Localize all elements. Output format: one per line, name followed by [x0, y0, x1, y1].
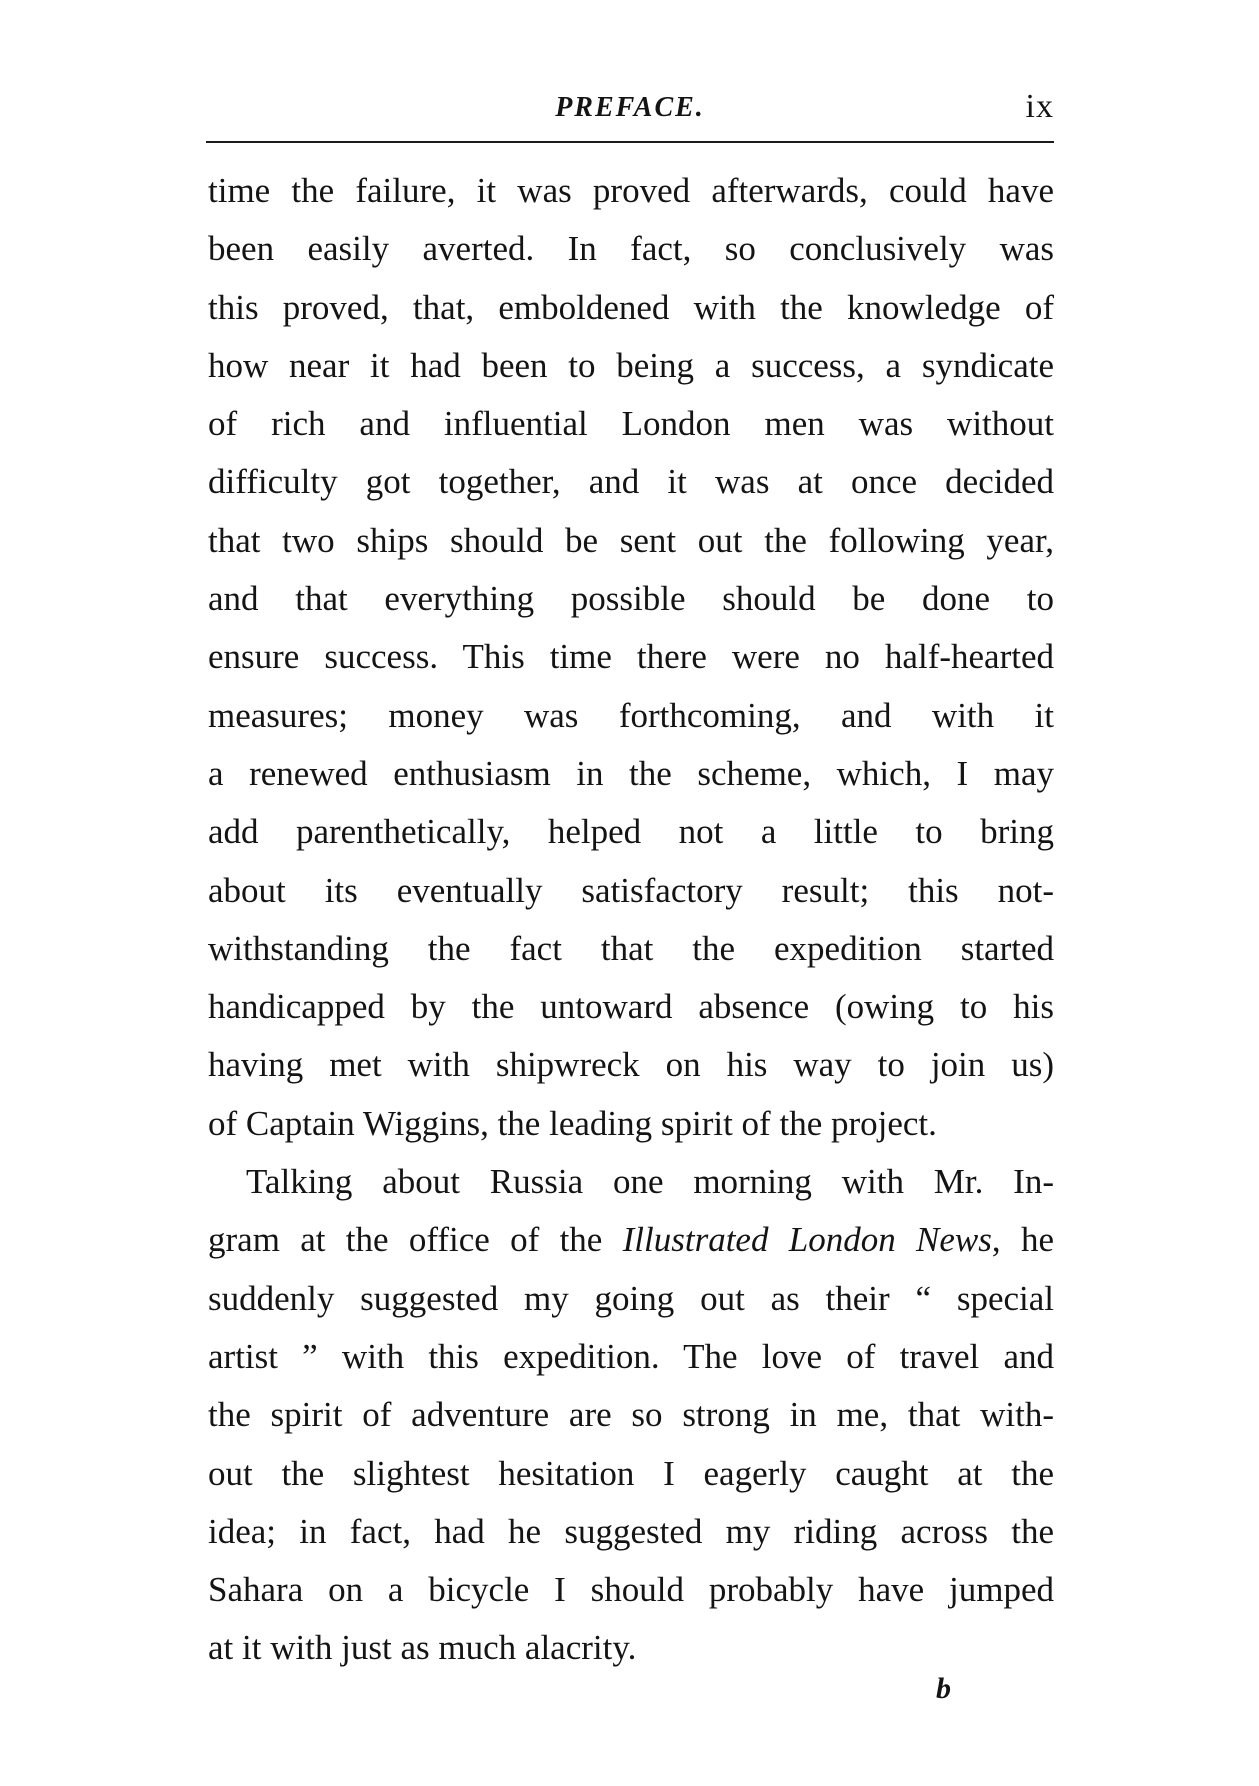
body-text [208, 162, 1054, 1678]
text-line: ensure success. This time there were no half-hearted [208, 637, 1054, 677]
page-number: ix [1025, 88, 1054, 125]
text-line: having met with shipwreck on his way to join us) [208, 1045, 1054, 1085]
text-line: how near it had been to being a success, a syndicate [208, 345, 1054, 385]
text-line: suddenly suggested my going out as their “ special [208, 1278, 1054, 1318]
text-segment: gram at the office of the [208, 1220, 623, 1260]
text-line: out the slightest hesitation I eagerly caught at the [208, 1453, 1054, 1493]
text-line: withstanding the fact that the expedition started [208, 928, 1054, 968]
text-line: difficulty got together, and it was at once decided [208, 462, 1054, 502]
text-line: that two ships should be sent out the following year, [208, 520, 1054, 560]
text-line: time the failure, it was proved afterwards, could have [208, 171, 1054, 210]
publication-title: Illustrated London News [622, 1220, 992, 1260]
header-rule [206, 141, 1054, 143]
text-line: Talking about Russia one morning with Mr. In- [246, 1162, 1054, 1202]
text-line: of rich and influential London men was without [208, 404, 1054, 444]
text-line: Sahara on a bicycle I should probably have jumped [208, 1570, 1054, 1610]
text-line: and that everything possible should be done to [208, 579, 1054, 619]
text-line: about its eventually satisfactory result; this not- [208, 870, 1054, 910]
text-line: of Captain Wiggins, the leading spirit of the project. [208, 1103, 937, 1143]
text-line-with-title [208, 1211, 1054, 1269]
signature-mark: b [936, 1672, 951, 1705]
running-title: PREFACE. [555, 92, 705, 123]
text-line: add parenthetically, helped not a little to bring [208, 812, 1054, 852]
text-line: been easily averted. In fact, so conclusively was [208, 229, 1054, 269]
text-line: idea; in fact, had he suggested my riding across the [208, 1511, 1054, 1551]
text-line: handicapped by the untoward absence (owing to his [208, 987, 1054, 1027]
text-line: a renewed enthusiasm in the scheme, which, I may [208, 753, 1054, 793]
text-line: this proved, that, emboldened with the knowledge of [208, 287, 1054, 327]
text-line: measures; money was forthcoming, and with it [208, 695, 1054, 735]
text-segment: , he [991, 1220, 1054, 1260]
text-line: at it with just as much alacrity. [208, 1628, 637, 1668]
running-head [206, 88, 1054, 132]
text-line: the spirit of adventure are so strong in me, that with- [208, 1395, 1054, 1435]
text-line: artist ” with this expedition. The love of travel and [208, 1336, 1054, 1376]
